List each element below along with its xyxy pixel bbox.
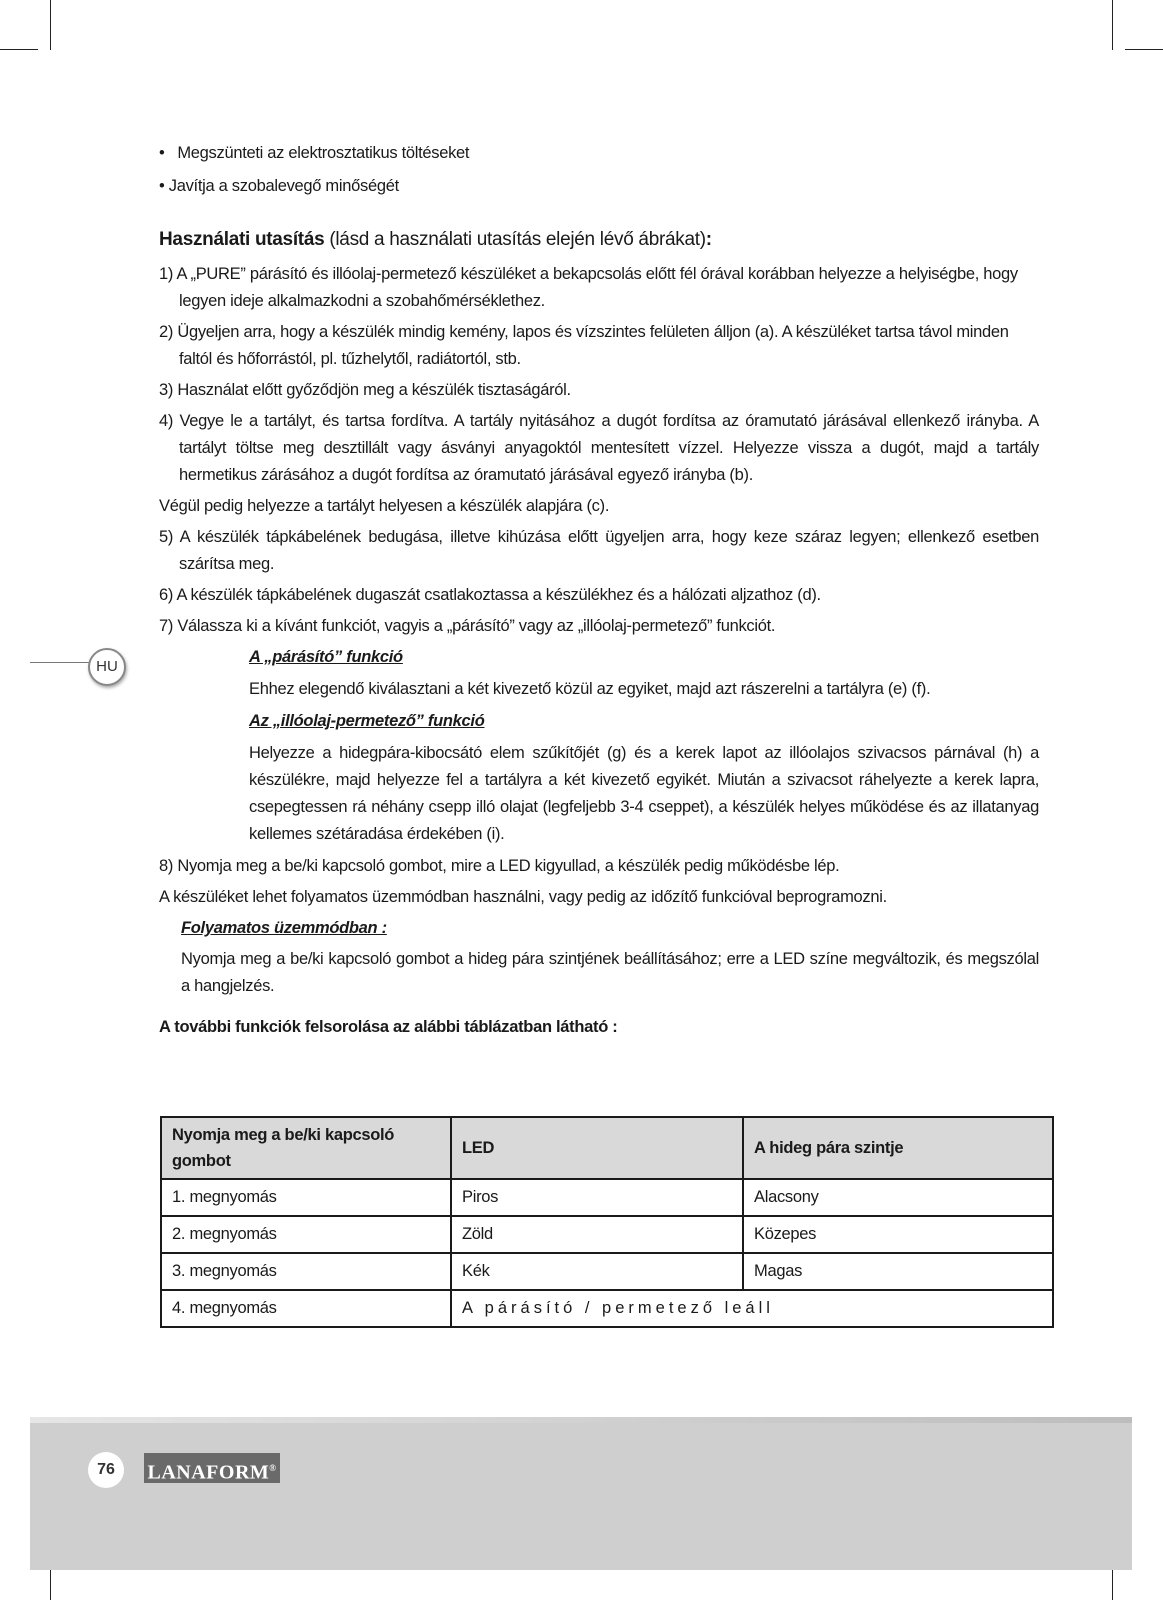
function-descriptions [249, 644, 1039, 848]
table-cell: Zöld [451, 1216, 743, 1253]
step-4-note: Végül pedig helyezze a tartályt helyesen a készülék alapjára (c). [159, 497, 610, 515]
table-cell: Magas [743, 1253, 1053, 1290]
step-3: 3) Használat előtt győződjön meg a készülék tisztaságáról. [159, 381, 571, 399]
step-7: 7) Válassza ki a kívánt funkciót, vagyis a „párásító” vagy az „illóolaj-permetező” funkciót. [159, 617, 776, 635]
section-heading [159, 226, 1039, 253]
functions-table [160, 1116, 1054, 1328]
table-intro: A további funkciók felsorolása az alábbi táblázatban látható : [159, 1018, 618, 1036]
continuous-mode [181, 915, 1039, 1000]
heading-rest: (lásd a használati utasítás elején lévő ábrákat) [324, 229, 706, 250]
bullet-text: Megszünteti az elektrosztatikus töltéseket [177, 144, 470, 162]
table-cell: A párásító / permetező leáll [451, 1290, 1053, 1327]
footer-band [30, 1420, 1132, 1570]
crop-mark [1112, 0, 1113, 50]
crop-mark [0, 49, 38, 50]
table-row [161, 1179, 1053, 1216]
table-header: Nyomja meg a be/ki kapcsoló gombot [161, 1117, 451, 1179]
table-row [161, 1253, 1053, 1290]
step-4: 4) Vegye le a tartályt, és tartsa fordítva. A tartály nyitásához a dugót fordítsa az óramutató járásával ellenkező irányba. A tartályt töltse meg desztillált vagy ásványi anyagoktól mentesített vízzel. Helyezze vissza a dugót, majd a tartály hermetikus zárásához a dugót fordítsa az óramutató járásával egyező irányba (b). [159, 412, 1039, 484]
continuous-mode-text: Nyomja meg a be/ki kapcsoló gombot a hideg pára szintjének beállításához; erre a LED színe megváltozik, és megszólal a hangjelzés. [181, 950, 1039, 995]
step-2: 2) Ügyeljen arra, hogy a készülék mindig kemény, lapos és vízszintes felületen álljon (a). A készüléket tartsa távol minden faltól és hőforrástól, pl. tűzhelytől, radiátortól, stb. [159, 323, 1009, 368]
table-cell: 3. megnyomás [161, 1253, 451, 1290]
continuous-mode-title: Folyamatos üzemmódban : [181, 919, 387, 937]
humidifier-function-text: Ehhez elegendő kiválasztani a két kivezető közül az egyiket, majd azt rászerelni a tartályra (e) (f). [249, 680, 931, 698]
table-header: LED [451, 1117, 743, 1179]
table-cell: 2. megnyomás [161, 1216, 451, 1253]
crop-mark [1112, 1570, 1113, 1600]
step-8: 8) Nyomja meg a be/ki kapcsoló gombot, mire a LED kigyullad, a készülék pedig működésbe lép. [159, 857, 840, 875]
footer-edge [30, 1417, 1132, 1423]
step-1: 1) A „PURE” párásító és illóolaj-permetező készüléket a bekapcsolás előtt fél órával korábban helyezze a helyiségbe, hogy legyen ideje alkalmazkodni a szobahőmérséklethez. [159, 265, 1018, 310]
document-body [159, 140, 1039, 1041]
heading-bold: Használati utasítás [159, 229, 325, 250]
table-cell: Közepes [743, 1216, 1053, 1253]
language-tab: HU [88, 648, 126, 686]
heading-colon: : [705, 229, 712, 250]
table-cell: Alacsony [743, 1179, 1053, 1216]
crop-mark [1125, 49, 1163, 50]
mode-intro: A készüléket lehet folyamatos üzemmódban használni, vagy pedig az időzítő funkcióval beprogramozni. [159, 888, 887, 906]
bullet-item [159, 173, 1039, 200]
table-row [161, 1216, 1053, 1253]
side-tab-line [30, 662, 92, 663]
crop-mark [50, 1570, 51, 1600]
brand-name: LANAFORM [147, 1461, 270, 1484]
table-row [161, 1290, 1053, 1327]
crop-mark [50, 0, 51, 50]
table-cell: 1. megnyomás [161, 1179, 451, 1216]
table-header-row [161, 1117, 1053, 1179]
bullet-text: • Javítja a szobalevegő minőségét [159, 177, 399, 195]
page-number: 76 [88, 1452, 124, 1488]
step-6: 6) A készülék tápkábelének dugaszát csatlakoztassa a készülékhez és a hálózati aljzathoz (d). [159, 586, 821, 604]
table-cell: Piros [451, 1179, 743, 1216]
bullet-item: • Megszünteti az elektrosztatikus töltéseket [159, 144, 470, 162]
registered-mark: ® [269, 1463, 277, 1473]
diffuser-function-title: Az „illóolaj-permetező” funkció [249, 712, 485, 730]
brand-logo [144, 1453, 280, 1483]
table-cell: Kék [451, 1253, 743, 1290]
table-header: A hideg pára szintje [743, 1117, 1053, 1179]
diffuser-function-text: Helyezze a hidegpára-kibocsátó elem szűkítőjét (g) és a kerek lapot az illóolajos szivacsos párnával (h) a készülékre, majd helyezze fel a tartályra a két kivezető egyikét. Miután a szivacsot ráhelyezte a kerek lapra, csepegtessen rá néhány csepp illó olajat (legfeljebb 3-4 cseppet), a készülék helyes működése és az illatanyag kellemes szétáradása érdekében (i). [249, 744, 1039, 843]
humidifier-function-title: A „párásító” funkció [249, 648, 403, 666]
step-5: 5) A készülék tápkábelének bedugása, illetve kihúzása előtt ügyeljen arra, hogy keze száraz legyen; ellenkező esetben szárítsa meg. [159, 528, 1039, 573]
table-cell: 4. megnyomás [161, 1290, 451, 1327]
